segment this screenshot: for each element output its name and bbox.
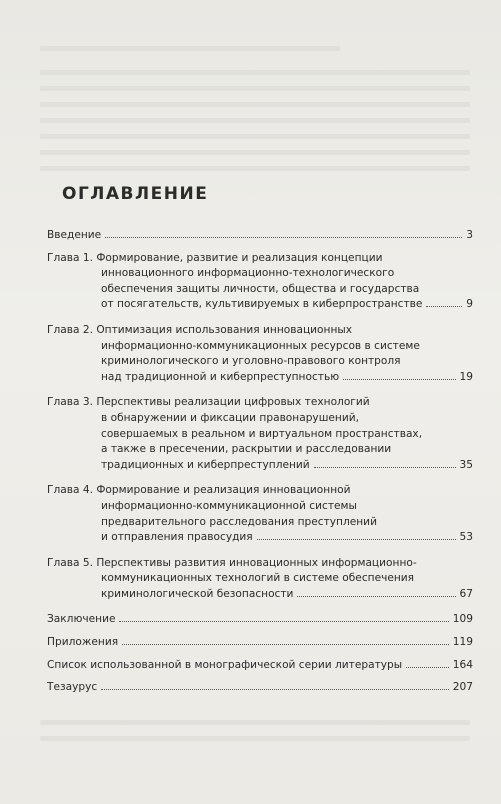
chapter-label: Глава 4. <box>47 484 93 497</box>
chapter-title-line: информационно-коммуникационных ресурсов в системе <box>101 339 420 352</box>
toc-entry-page: 119 <box>452 636 473 649</box>
chapter-title-line: инновационного информационно-технологического <box>101 267 395 280</box>
toc-entry-intro[interactable] <box>47 228 473 244</box>
toc-entry-chapter-1[interactable] <box>47 251 473 313</box>
show-through-line <box>40 86 470 91</box>
chapter-title-line: Формирование и реализация инновационной <box>96 484 351 497</box>
dot-leader <box>297 596 455 597</box>
chapter-label: Глава 1. <box>47 251 93 264</box>
dot-leader <box>105 237 462 238</box>
toc-entry-chapter-5[interactable] <box>47 556 473 603</box>
chapter-title-line: информационно-коммуникационной системы <box>101 499 357 512</box>
chapter-label: Глава 2. <box>47 323 93 336</box>
chapter-title-line: традиционных и киберпреступлений <box>101 458 310 471</box>
show-through-line <box>40 736 470 741</box>
dot-leader <box>257 539 456 540</box>
chapter-title-line: в обнаружении и фиксации правонарушений, <box>101 411 359 424</box>
chapter-title-line: и отправления правосудия <box>101 531 253 544</box>
toc-entry-literature[interactable] <box>47 658 473 674</box>
chapter-title-line: криминологического и уголовно-правового контроля <box>101 355 401 368</box>
toc-entry-appendix[interactable] <box>47 635 473 651</box>
show-through-line <box>40 118 470 123</box>
chapter-title-line: Формирование, развитие и реализация концепции <box>96 251 383 264</box>
show-through-line <box>40 150 470 155</box>
dot-leader <box>343 379 455 380</box>
toc-entry-text: Приложения <box>47 636 119 649</box>
toc-entry-text: Заключение <box>47 613 116 626</box>
chapter-title-line: Оптимизация использования инновационных <box>96 323 353 336</box>
toc-title: ОГЛАВЛЕНИЕ <box>62 184 209 204</box>
chapter-title-line: предварительного расследования преступлений <box>101 515 377 528</box>
show-through-line <box>40 46 340 51</box>
toc-entry-chapter-3[interactable] <box>47 395 473 473</box>
toc-entry-page: 19 <box>459 370 473 383</box>
toc-entry-page: 109 <box>452 613 473 626</box>
chapter-title-line: Перспективы реализации цифровых технологий <box>96 396 370 409</box>
show-through-line <box>40 70 470 75</box>
toc-entry-thesaurus[interactable] <box>47 680 473 696</box>
chapter-title-line: совершаемых в реальном и виртуальном пространствах, <box>101 427 423 440</box>
chapter-title-line: Перспективы развития инновационных информационно- <box>96 556 417 569</box>
toc-entry-page: 3 <box>466 229 473 241</box>
dot-leader <box>406 667 449 668</box>
show-through-line <box>40 102 470 107</box>
chapter-title-line: обеспечения защиты личности, общества и государства <box>101 282 420 295</box>
toc-entry-page: 9 <box>466 298 473 311</box>
chapter-title-line: криминологической безопасности <box>101 587 294 600</box>
toc-entry-chapter-4[interactable] <box>47 483 473 545</box>
chapter-title-line: от посягательств, культивируемых в киберпространстве <box>101 298 423 311</box>
table-of-contents <box>47 228 473 703</box>
toc-entry-page: 164 <box>452 658 473 671</box>
chapter-title-line: а также в пресечении, раскрытии и расследовании <box>101 443 392 456</box>
toc-entry-page: 207 <box>452 681 473 694</box>
toc-entry-conclusion[interactable] <box>47 612 473 628</box>
show-through-line <box>40 134 470 139</box>
dot-leader <box>119 621 448 622</box>
chapter-title-line: над традиционной и киберпреступностью <box>101 370 340 383</box>
toc-entry-page: 35 <box>459 458 473 471</box>
chapter-label: Глава 5. <box>47 556 93 569</box>
dot-leader <box>122 644 449 645</box>
toc-entry-page: 67 <box>459 587 473 600</box>
dot-leader <box>314 467 456 468</box>
dot-leader <box>426 306 462 307</box>
dot-leader <box>101 689 449 690</box>
show-through-line <box>40 166 470 171</box>
toc-entry-page: 53 <box>459 531 473 544</box>
chapter-label: Глава 3. <box>47 396 93 409</box>
toc-entry-text: Введение <box>47 229 102 241</box>
toc-entry-chapter-2[interactable] <box>47 323 473 385</box>
chapter-title-line: коммуникационных технологий в системе обеспечения <box>101 572 415 585</box>
toc-entry-text: Тезаурус <box>47 681 98 694</box>
toc-entry-text: Список использованной в монографической серии литературы <box>47 658 403 671</box>
show-through-line <box>40 720 470 725</box>
